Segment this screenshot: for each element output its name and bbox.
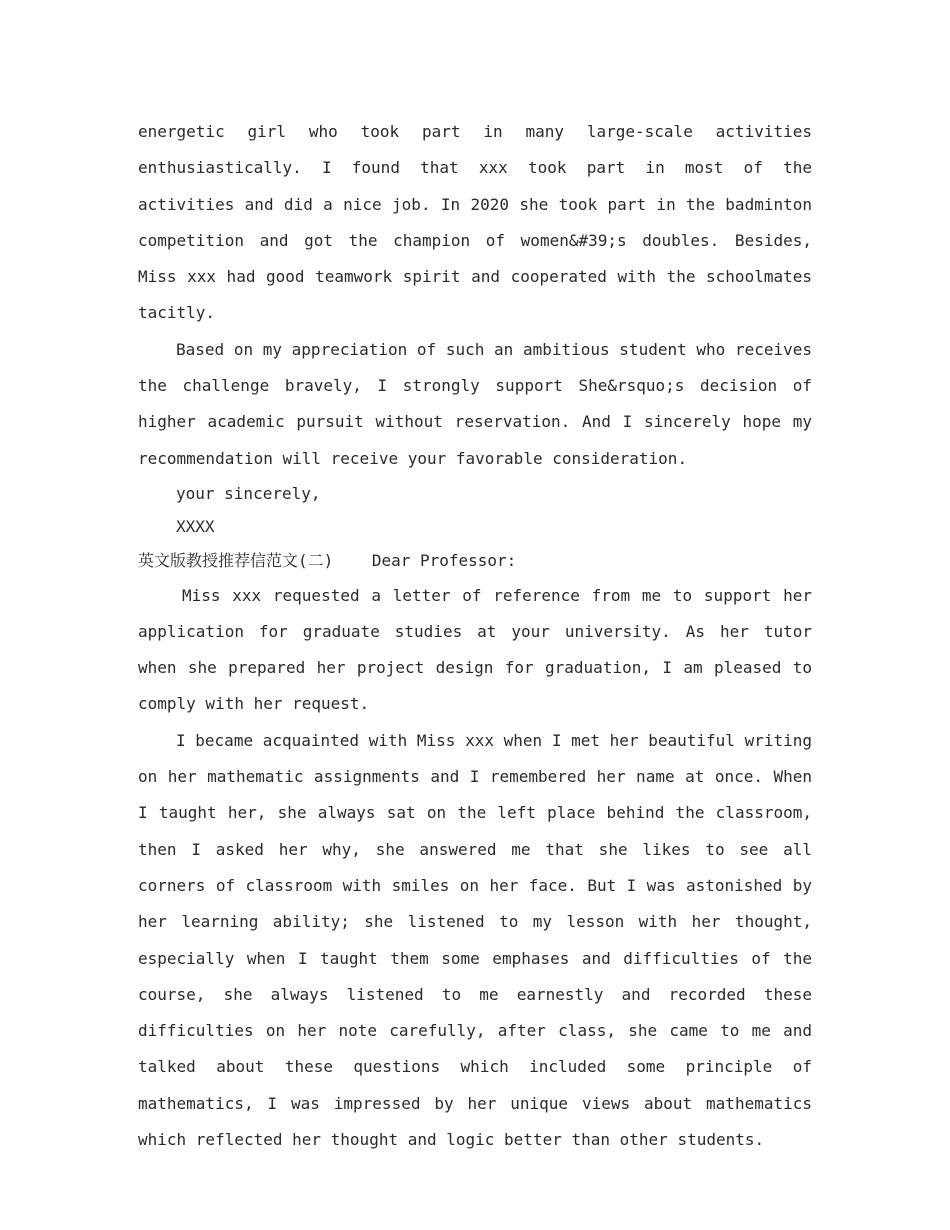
salutation: Dear Professor: [371, 550, 517, 570]
section-heading [138, 544, 812, 578]
paragraph-intro: Miss xxx requested a letter of reference from me to support her application for graduate studies at your university. As her tutor when she prepared her project design for graduation, I am pleased to comply with her request. [138, 585, 812, 714]
paragraph-body: I became acquainted with Miss xxx when I met her beautiful writing on her mathematic assignments and I remembered her name at once. When I taught her, she always sat on the left place behind the classroom, then I asked her why, she answered me that she likes to see all corners of classroom with smiles on her face. But I was astonished by her learning ability; she listened to my lesson with her thought, especially when I taught them some emphases and difficulties of the course, she always listened to me earnestly and recorded these difficulties on her note carefully, after class, she came to me and talked about these questions which included some principle of mathematics, I was impressed by her unique views about mathematics which reflected her thought and logic better than other students. [138, 730, 812, 1150]
letter-body [138, 114, 812, 1158]
signature: XXXX [176, 517, 215, 537]
paragraph-continuation: energetic girl who took part in many large-scale activities enthusiastically. I found that xxx took part in most of the activities and did a nice job. In 2020 she took part in the badminton competition and got the champion of women&#39;s doubles. Besides, Miss xxx had good teamwork spirit and cooperated with the schoolmates tacitly. [138, 122, 812, 323]
paragraph-closing: Based on my appreciation of such an ambitious student who receives the challenge bravely, I strongly support She&rsquo;s decision of higher academic pursuit without reservation. And I sincerely hope my recommendation will receive your favorable consideration. [138, 339, 812, 468]
heading-title: 英文版教授推荐信范文(二) [138, 550, 334, 570]
sign-off: your sincerely, [176, 483, 321, 503]
